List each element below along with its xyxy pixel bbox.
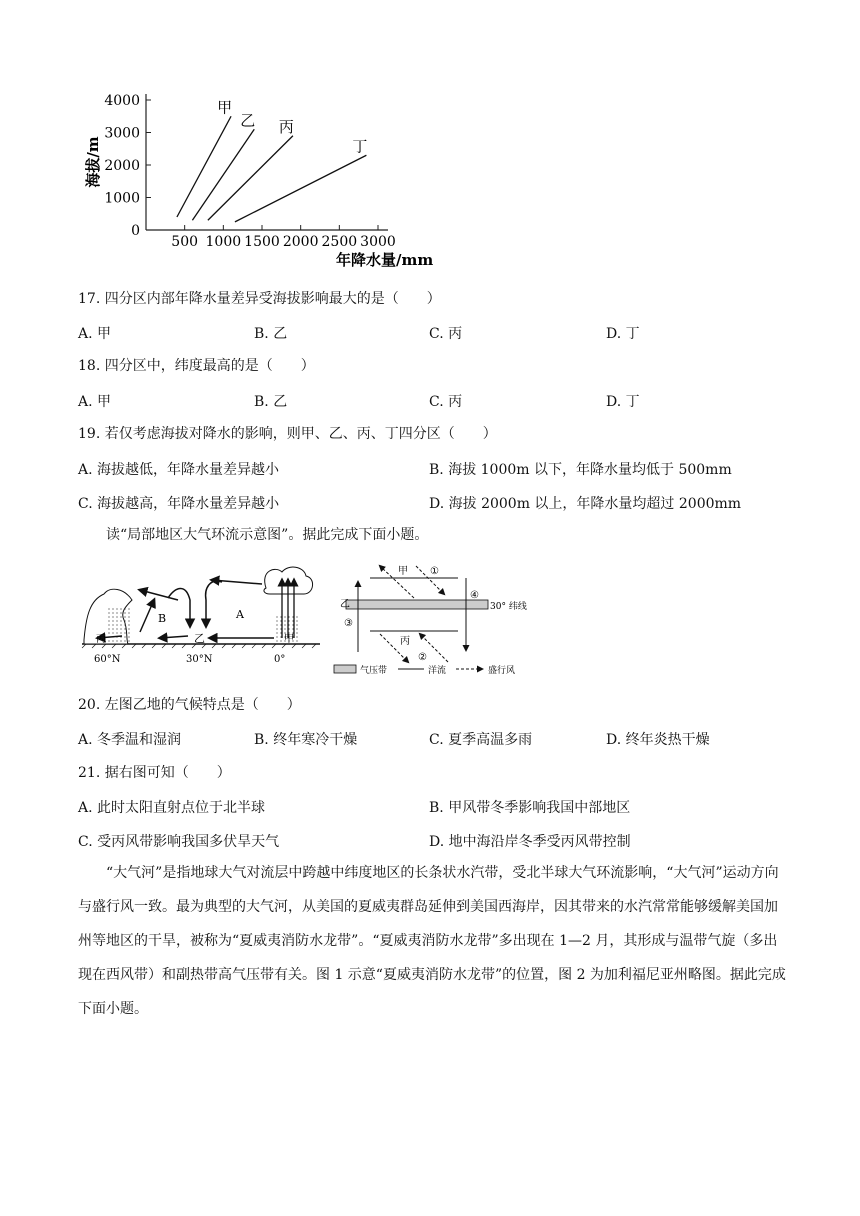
q19-option-c[interactable]: C. 海拔越高，年降水量差异越小 xyxy=(78,496,280,512)
question-21-stem: 21. 据右图可知（ ） xyxy=(78,765,231,781)
q21-option-c[interactable]: C. 受丙风带影响我国多伏旱天气 xyxy=(78,834,280,850)
chart-series-group xyxy=(177,98,367,222)
chart-x-axis-label: 年降水量/mm xyxy=(336,251,434,269)
y-tick-label: 1000 xyxy=(104,190,140,207)
right-label-2: ② xyxy=(418,652,427,663)
q18-option-c[interactable]: C. 丙 xyxy=(429,394,463,410)
q17-option-c[interactable]: C. 丙 xyxy=(429,326,463,342)
q18-option-d[interactable]: D. 丁 xyxy=(606,394,640,410)
question-17-stem: 17. 四分区内部年降水量差异受海拔影响最大的是（ ） xyxy=(78,291,441,307)
y-tick-label: 4000 xyxy=(104,93,140,109)
q18-option-b[interactable]: B. 乙 xyxy=(254,394,288,410)
series-line-4 xyxy=(235,155,366,222)
right-label-bing: 丙 xyxy=(400,636,410,647)
latitude-30-label: 30° 纬线 xyxy=(490,602,527,612)
circulation-diagram-right xyxy=(332,558,537,678)
x-tick-label: 3000 xyxy=(360,234,396,250)
q18-option-a[interactable]: A. 甲 xyxy=(78,394,112,410)
pressure-belt xyxy=(346,600,488,609)
circulation-diagram-left xyxy=(80,560,325,668)
q17-option-a[interactable]: A. 甲 xyxy=(78,326,112,342)
latitude-0: 0° xyxy=(274,654,286,665)
right-label-1: ① xyxy=(430,566,439,577)
label-yi: 乙 xyxy=(194,632,205,645)
question-20-stem: 20. 左图乙地的气候特点是（ ） xyxy=(78,697,301,713)
series-label-3: 丙 xyxy=(278,117,294,136)
q17-option-d[interactable]: D. 丁 xyxy=(606,326,640,342)
series-line-1 xyxy=(177,116,231,217)
x-tick-label: 2500 xyxy=(321,234,358,250)
q20-option-c[interactable]: C. 夏季高温多雨 xyxy=(429,732,533,748)
y-tick-label: 2000 xyxy=(104,158,140,174)
q19-option-b[interactable]: B. 海拔 1000m 以下，年降水量均低于 500mm xyxy=(429,462,732,478)
rain-dots-left xyxy=(106,606,130,644)
q20-option-b[interactable]: B. 终年寒冷干燥 xyxy=(254,732,358,748)
q19-option-a[interactable]: A. 海拔越低，年降水量差异越小 xyxy=(78,462,280,478)
x-tick-label: 1500 xyxy=(244,234,280,250)
x-tick-label: 500 xyxy=(171,234,199,250)
right-label-yi: 乙 xyxy=(340,599,350,610)
q20-option-d[interactable]: D. 终年炎热干燥 xyxy=(606,732,710,748)
series-label-1: 甲 xyxy=(217,98,233,117)
legend-ocean-current: 洋流 xyxy=(428,666,447,676)
q17-option-b[interactable]: B. 乙 xyxy=(254,326,288,342)
intro-circulation: 读“局部地区大气环流示意图”。据此完成下面小题。 xyxy=(106,527,429,543)
label-bing: 丙 xyxy=(96,634,106,645)
legend-pressure-belt: 气压带 xyxy=(360,666,388,676)
q21-option-b[interactable]: B. 甲风带冬季影响我国中部地区 xyxy=(429,800,631,816)
legend-prevailing-wind: 盛行风 xyxy=(488,666,516,676)
series-label-2: 乙 xyxy=(240,111,256,130)
label-b: B xyxy=(158,612,167,625)
latitude-30n: 30°N xyxy=(186,654,213,665)
elevation-precip-chart xyxy=(70,84,470,274)
right-label-jia: 甲 xyxy=(398,566,408,577)
y-tick-label: 3000 xyxy=(104,125,140,142)
y-tick-label: 0 xyxy=(131,223,140,239)
series-line-2 xyxy=(192,129,254,220)
chart-y-axis-label: 海拔/m xyxy=(84,136,102,188)
q19-option-d[interactable]: D. 海拔 2000m 以上，年降水量均超过 2000mm xyxy=(429,496,742,512)
series-label-4: 丁 xyxy=(352,137,368,156)
atmospheric-river-passage: “大气河”是指地球大气对流层中跨越中纬度地区的长条状水汽带，受北半球大气环流影响，“大气河”运动方向与盛行风一致。最为典型的大气河，从美国的夏威夷群岛延伸到美国西海岸，因其带来的水汽常常能够缓解美国加州等地区的干旱，被称为“夏威夷消防水龙带”。“夏威夷消防水龙带”多出现在 1—2 月，其形成与温带气旋（多出现在西风带）和副热带高气压带有关。图 1 示意“夏威夷消防水龙带”的位置，图 2 为加利福尼亚州略图。据此完成下面小题。 xyxy=(78,865,786,1017)
right-label-4: ④ xyxy=(470,590,479,601)
x-tick-label: 1000 xyxy=(205,234,242,250)
label-a: A xyxy=(236,608,244,621)
question-18-stem: 18. 四分区中，纬度最高的是（ ） xyxy=(78,358,315,374)
latitude-60n: 60°N xyxy=(94,654,121,665)
label-jia: 甲 xyxy=(284,634,294,645)
q21-option-d[interactable]: D. 地中海沿岸冬季受丙风带控制 xyxy=(429,834,631,850)
q20-option-a[interactable]: A. 冬季温和湿润 xyxy=(78,732,182,748)
question-19-stem: 19. 若仅考虑海拔对降水的影响，则甲、乙、丙、丁四分区（ ） xyxy=(78,426,497,442)
x-tick-label: 2000 xyxy=(282,234,319,250)
right-label-3: ③ xyxy=(344,618,353,629)
q21-option-a[interactable]: A. 此时太阳直射点位于北半球 xyxy=(78,800,266,816)
legend-belt-swatch xyxy=(334,665,356,673)
